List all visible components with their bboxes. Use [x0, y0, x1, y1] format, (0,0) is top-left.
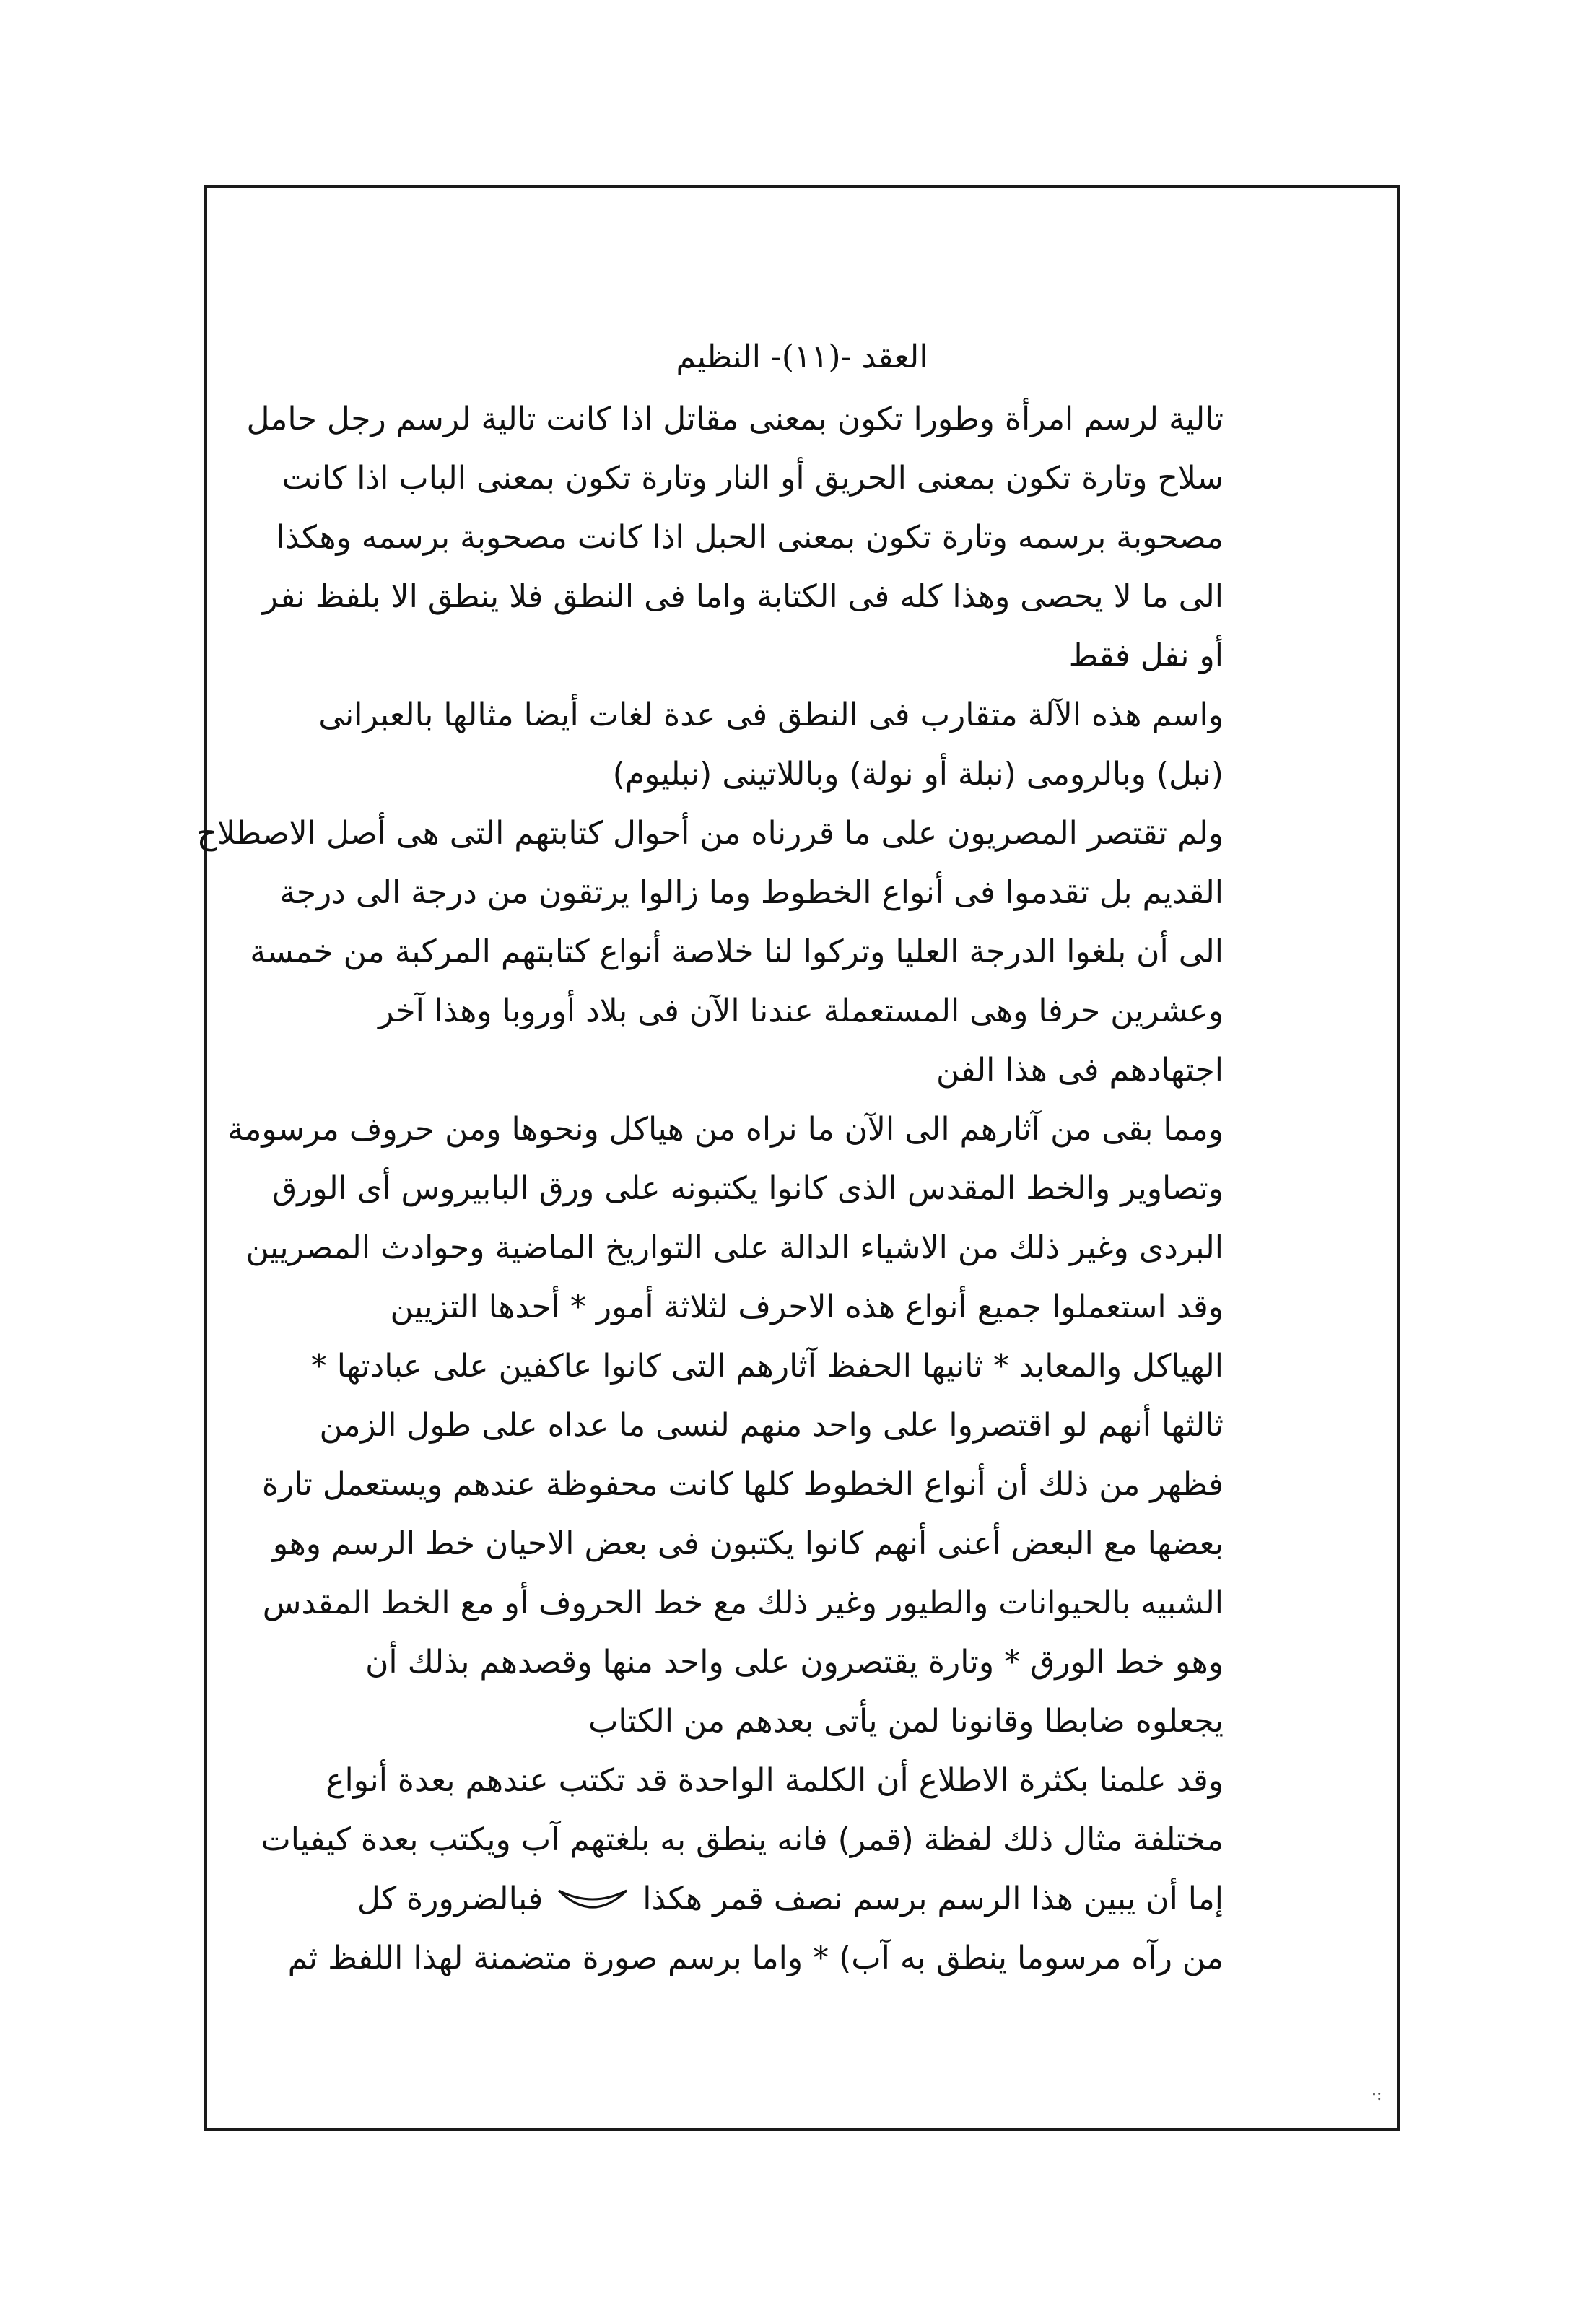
- text-line: (نبل) وبالرومى (نبلة أو نولة) وباللاتينى (نبليوم): [612, 756, 1224, 793]
- page-header: العقد -(١١)- النظيم: [676, 339, 928, 375]
- text-line: مختلفة مثال ذلك لفظة (قمر) فانه ينطق به بلغتهم آب ويكتب بعدة كيفيات: [261, 1821, 1224, 1858]
- text-line: وهو خط الورق * وتارة يقتصرون على واحد منها وقصدهم بذلك أن: [365, 1644, 1224, 1681]
- text-fragment: فبالضرورة كل: [357, 1880, 544, 1917]
- crescent-icon: [553, 1886, 632, 1915]
- body-text: [196, 390, 1224, 1988]
- text-line: ولم تقتصر المصريون على ما قررناه من أحوال كتابتهم التى هى أصل الاصطلاح: [196, 815, 1224, 852]
- text-line: الى أن بلغوا الدرجة العليا وتركوا لنا خلاصة أنواع كتابتهم المركبة من خمسة: [250, 933, 1224, 970]
- text-line: بعضها مع البعض أعنى أنهم كانوا يكتبون فى بعض الاحيان خط الرسم وهو: [272, 1525, 1224, 1562]
- text-line: الهياكل والمعابد * ثانيها الحفظ آثارهم التى كانوا عاكفين على عبادتها *: [310, 1348, 1224, 1385]
- text-line: أو نفل فقط: [1068, 637, 1224, 674]
- text-line: سلاح وتارة تكون بمعنى الحريق أو النار وتارة تكون بمعنى الباب اذا كانت: [282, 460, 1224, 497]
- text-fragment: إما أن يبين هذا الرسم برسم نصف قمر هكذا: [642, 1880, 1224, 1917]
- text-line: الى ما لا يحصى وهذا كله فى الكتابة واما فى النطق فلا ينطق الا بلفظ نفر: [262, 578, 1224, 615]
- text-line: البردى وغير ذلك من الاشياء الدالة على التواريخ الماضية وحوادث المصريين: [245, 1229, 1224, 1266]
- corner-mark: ·:: [1372, 2086, 1382, 2104]
- text-line: الشبيه بالحيوانات والطيور وغير ذلك مع خط الحروف أو مع الخط المقدس: [262, 1585, 1224, 1621]
- text-line-with-crescent: [357, 1870, 1224, 1929]
- page-frame: [196, 185, 1400, 2131]
- text-line: يجعلوه ضابطا وقانونا لمن يأتى بعدهم من الكتاب: [588, 1703, 1224, 1740]
- text-line: فظهر من ذلك أن أنواع الخطوط كلها كانت محفوظة عندهم ويستعمل تارة: [261, 1466, 1224, 1503]
- text-line: وقد استعملوا جميع أنواع هذه الاحرف لثلاثة أمور * أحدها التزيين: [390, 1289, 1224, 1325]
- text-line: اجتهادهم فى هذا الفن: [936, 1052, 1224, 1089]
- text-line: مصحوبة برسمه وتارة تكون بمعنى الحبل اذا كانت مصحوبة برسمه وهكذا: [276, 519, 1224, 556]
- text-line: تالية لرسم امرأة وطورا تكون بمعنى مقاتل اذا كانت تالية لرسم رجل حامل: [246, 401, 1224, 437]
- text-line: وعشرين حرفا وهى المستعملة عندنا الآن فى بلاد أوروبا وهذا آخر: [378, 993, 1224, 1029]
- text-line: القديم بل تقدموا فى أنواع الخطوط وما زالوا يرتقون من درجة الى درجة: [279, 874, 1224, 911]
- text-line: ثالثها أنهم لو اقتصروا على واحد منهم لنسى ما عداه على طول الزمن: [319, 1407, 1224, 1444]
- text-line: من رآه مرسوما ينطق به آب) * واما برسم صورة متضمنة لهذا اللفظ ثم: [287, 1940, 1224, 1976]
- text-line: ومما بقى من آثارهم الى الآن ما نراه من هياكل ونحوها ومن حروف مرسومة: [227, 1111, 1224, 1148]
- text-line: وقد علمنا بكثرة الاطلاع أن الكلمة الواحدة قد تكتب عندهم بعدة أنواع: [326, 1762, 1224, 1799]
- text-line: واسم هذه الآلة متقارب فى النطق فى عدة لغات أيضا مثالها بالعبرانى: [318, 697, 1224, 733]
- text-line: وتصاوير والخط المقدس الذى كانوا يكتبونه على ورق البابيروس أى الورق: [272, 1170, 1224, 1207]
